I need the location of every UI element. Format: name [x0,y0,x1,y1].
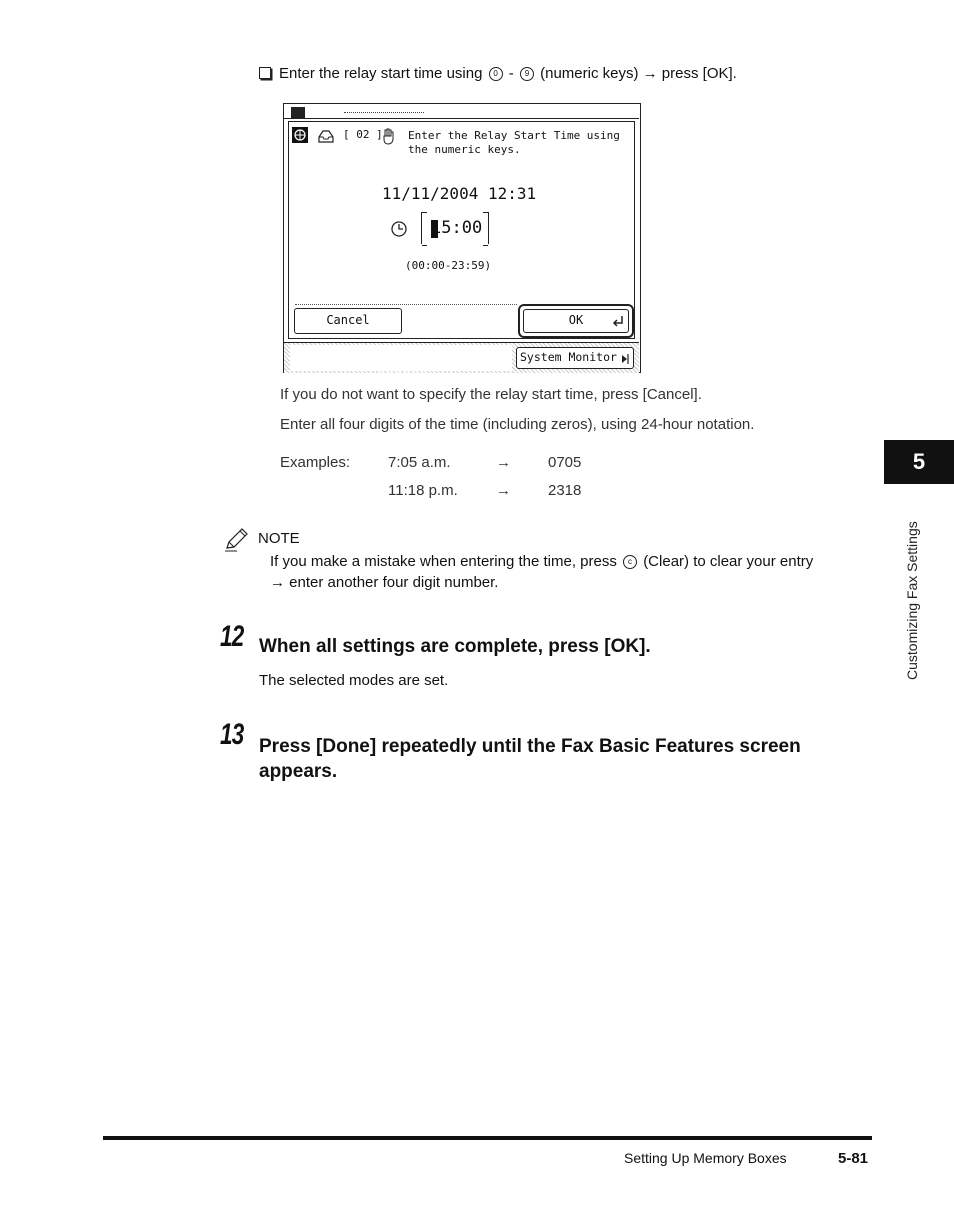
examples-label: Examples: [280,454,351,471]
example-value-1: 0705 [548,454,582,471]
clear-key-icon: c [623,555,637,569]
relay-time-dialog [288,121,635,339]
instruction-message: Enter the Relay Start Time using the numeric keys. [408,129,620,156]
note-line-2: → enter another four digit number. [270,574,499,591]
step-number-12: 12 [220,620,244,653]
chapter-tab: 5 [884,440,954,484]
numeric-key-0-icon: 0 [489,67,503,81]
section-side-label: Customizing Fax Settings [904,521,920,680]
digits-note: Enter all four digits of the time (including zeros), using 24-hour notation. [280,416,755,433]
checkbox-bullet-icon [259,67,271,79]
mode-icon [291,107,305,119]
note-line-1: If you make a mistake when entering the time, press c (Clear) to clear your entry [270,553,814,570]
status-bar [284,342,639,373]
step-13-title: Press [Done] repeatedly until the Fax Basic Features screen appears. [259,736,801,782]
step-number-13: 13 [220,718,244,751]
example-time-2: 11:18 p.m. [388,482,458,499]
enter-arrow-icon [612,315,624,327]
time-value: 15:00 [431,218,483,238]
fax-mode-icon [292,127,308,143]
system-monitor-arrow-icon [620,353,630,365]
footer-rule [103,1136,872,1140]
note-label: NOTE [258,530,300,547]
step-12-description: The selected modes are set. [259,672,449,689]
inbox-tray-icon [317,128,335,144]
time-range-hint: (00:00-23:59) [405,259,492,272]
numeric-key-9-icon: 9 [520,67,534,81]
example-value-2: 2318 [548,482,582,499]
cancel-button[interactable]: Cancel [294,308,402,334]
screen-title-strip [284,104,639,119]
pencil-note-icon [224,528,250,552]
time-entry-field[interactable] [421,212,489,244]
footer-title: Setting Up Memory Boxes [624,1150,787,1166]
system-monitor-button[interactable]: System Monitor [516,347,634,369]
example-arrow-1: → [496,454,511,471]
ok-button[interactable]: OK [523,309,629,333]
obscured-title-text [344,112,424,115]
page-number: 5-81 [838,1150,869,1167]
box-address: [ 02 ] [343,128,383,141]
clock-icon [390,220,408,238]
device-screen [283,103,641,373]
cancel-note: If you do not want to specify the relay start time, press [Cancel]. [280,386,702,403]
divider [295,304,517,305]
intro-instruction: Enter the relay start time using 0 - 9 (numeric keys) → press [OK]. [259,65,737,82]
current-datetime: 11/11/2004 12:31 [382,184,537,203]
example-arrow-2: → [496,482,511,499]
example-time-1: 7:05 a.m. [388,454,451,471]
step-12-title: When all settings are complete, press [OK]. [259,636,651,657]
hand-pointer-icon [381,127,399,145]
